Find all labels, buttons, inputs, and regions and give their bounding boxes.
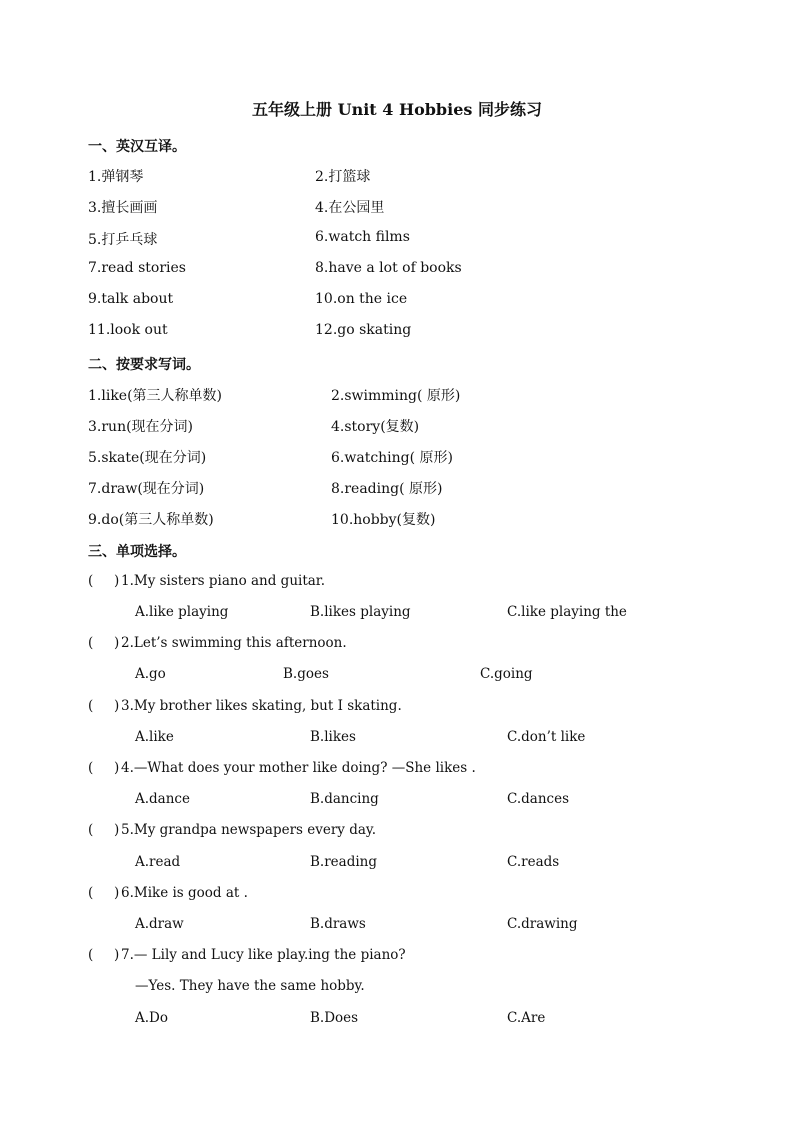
option-b: B.draws	[310, 916, 366, 932]
section-1-item: 11.look out	[88, 322, 168, 338]
option-c: C.like playing the	[507, 604, 627, 620]
question-stem: 7.— Lily and Lucy like play.ing the piano?	[121, 947, 406, 963]
answer-paren-close: )	[114, 698, 120, 714]
option-c: C.going	[480, 666, 533, 682]
section-1-item: 3.擅长画画	[88, 200, 158, 216]
answer-paren-open: (	[88, 822, 94, 838]
option-a: A.like playing	[135, 604, 229, 620]
option-a: A.draw	[135, 916, 184, 932]
option-c: C.dances	[507, 791, 570, 807]
question-stem: 5.My grandpa newspapers every day.	[121, 822, 377, 838]
answer-paren-close: )	[114, 885, 120, 901]
option-b: B.Does	[310, 1010, 359, 1026]
option-b: B.dancing	[310, 791, 379, 807]
option-b: B.reading	[310, 854, 377, 870]
answer-paren-open: (	[88, 947, 94, 963]
section-2-heading: 二、按要求写词。	[88, 357, 200, 373]
answer-paren-open: (	[88, 885, 94, 901]
answer-paren-open: (	[88, 635, 94, 651]
answer-paren-close: )	[114, 822, 120, 838]
option-a: A.like	[135, 729, 174, 745]
answer-paren-close: )	[114, 947, 120, 963]
answer-paren-open: (	[88, 698, 94, 714]
question-stem: 1.My sisters piano and guitar.	[121, 573, 326, 589]
section-2-item: 10.hobby(复数)	[331, 512, 436, 528]
section-1-item: 1.弹钢琴	[88, 169, 144, 185]
question-response: —Yes. They have the same hobby.	[135, 978, 365, 994]
section-3-heading: 三、单项选择。	[88, 544, 186, 560]
option-c: C.Are	[507, 1010, 546, 1026]
question-stem: 4.—What does your mother like doing? —She likes .	[121, 760, 476, 776]
section-2-item: 2.swimming( 原形)	[331, 388, 461, 404]
answer-paren-close: )	[114, 573, 120, 589]
section-2-item: 7.draw(现在分词)	[88, 481, 205, 497]
option-a: A.go	[135, 666, 166, 682]
section-1-item: 7.read stories	[88, 260, 186, 276]
section-1-heading: 一、英汉互译。	[88, 139, 186, 155]
answer-paren-open: (	[88, 573, 94, 589]
section-2-item: 6.watching( 原形)	[331, 450, 454, 466]
section-1-item: 10.on the ice	[315, 291, 408, 307]
answer-paren-close: )	[114, 635, 120, 651]
option-b: B.likes playing	[310, 604, 411, 620]
section-1-item: 4.在公园里	[315, 200, 385, 216]
section-2-item: 5.skate(现在分词)	[88, 450, 207, 466]
option-a: A.dance	[135, 791, 190, 807]
option-c: C.drawing	[507, 916, 578, 932]
section-2-item: 9.do(第三人称单数)	[88, 512, 214, 528]
question-stem: 3.My brother likes skating, but I skating.	[121, 698, 402, 714]
section-2-item: 3.run(现在分词)	[88, 419, 194, 435]
section-1-item: 6.watch films	[315, 229, 410, 245]
section-1-item: 8.have a lot of books	[315, 260, 462, 276]
option-a: A.Do	[135, 1010, 168, 1026]
option-b: B.likes	[310, 729, 356, 745]
answer-paren-close: )	[114, 760, 120, 776]
option-c: C.don’t like	[507, 729, 586, 745]
section-2-item: 8.reading( 原形)	[331, 481, 443, 497]
section-1-item: 5.打乒乓球	[88, 232, 158, 248]
section-2-item: 1.like(第三人称单数)	[88, 388, 223, 404]
option-c: C.reads	[507, 854, 560, 870]
section-1-item: 12.go skating	[315, 322, 412, 338]
section-2-item: 4.story(复数)	[331, 419, 420, 435]
option-a: A.read	[135, 854, 181, 870]
answer-paren-open: (	[88, 760, 94, 776]
option-b: B.goes	[283, 666, 329, 682]
section-1-item: 9.talk about	[88, 291, 174, 307]
question-stem: 6.Mike is good at .	[121, 885, 248, 901]
worksheet-title: 五年级上册 Unit 4 Hobbies 同步练习	[252, 100, 542, 119]
section-1-item: 2.打篮球	[315, 169, 371, 185]
question-stem: 2.Let’s swimming this afternoon.	[121, 635, 347, 651]
